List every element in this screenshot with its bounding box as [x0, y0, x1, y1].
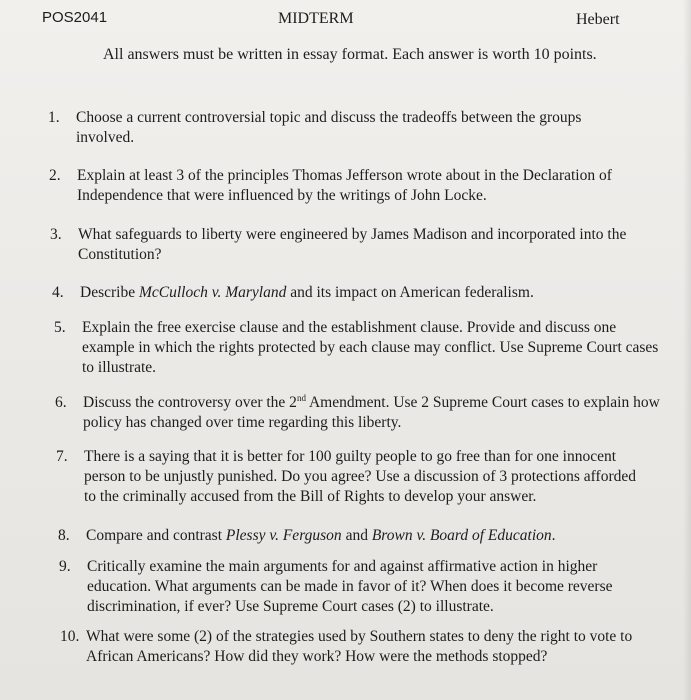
question-3: [50, 225, 670, 265]
question-text-start: Compare and contrast: [86, 527, 226, 544]
question-number: 3.: [50, 226, 62, 243]
question-text-start: Discuss the controversy over the 2: [83, 394, 297, 411]
question-text-end: .: [551, 527, 556, 544]
question-8: [58, 526, 658, 546]
question-6: [55, 393, 667, 433]
instructions: All answers must be written in essay format. Each answer is worth 10 points.: [103, 46, 597, 63]
question-text: Explain the free exercise clause and the establishment clause. Provide and discuss one example in which the rights protected by each clause may conflict. Use Supreme Court cases to illustrate.: [82, 319, 659, 376]
case-name-brown: Brown v. Board of Education: [371, 527, 552, 544]
question-2: [49, 166, 659, 206]
question-text: What were some (2) of the strategies used by Southern states to deny the right to vote to African Americans? How did they work? How were the methods stopped?: [86, 628, 633, 665]
question-text: There is a saying that it is better for 100 guilty people to go free than for one innocent person to be unjustly punished. Do you agree? Use a discussion of 3 protections afforded to the criminally accused from the Bill of Rights to develop your answer.: [84, 448, 636, 505]
instructor-name: Hebert: [576, 11, 620, 28]
question-number: 8.: [58, 527, 70, 544]
question-text-mid: and: [341, 527, 372, 544]
question-text: Critically examine the main arguments for and against affirmative action in higher education. What arguments can be made in favor of it? When does it become reverse discrimination, if ever? Use Supreme Court cases (2) to illustrate.: [87, 558, 613, 615]
question-number: 5.: [54, 319, 66, 336]
question-text: [86, 526, 658, 546]
question-text-end: and its impact on American federalism.: [286, 284, 534, 301]
question-1: [48, 108, 628, 148]
question-number: 7.: [56, 448, 68, 465]
question-text: [80, 283, 652, 303]
question-text: [83, 393, 667, 433]
question-10: [60, 627, 660, 667]
question-9: [59, 557, 644, 617]
question-text-start: Describe: [80, 284, 139, 301]
question-number: 10.: [60, 628, 80, 645]
case-name-mcculloch: McCulloch v. Maryland: [138, 284, 287, 301]
question-5: [54, 318, 664, 378]
question-text: Choose a current controversial topic and discuss the tradeoffs between the groups involved.: [76, 109, 582, 146]
question-text: Explain at least 3 of the principles Thomas Jefferson wrote about in the Declaration of Independence that were influenced by the writings of John Locke.: [77, 167, 612, 204]
exam-title: MIDTERM: [278, 10, 354, 27]
question-number: 2.: [49, 167, 61, 184]
paper-edge-shadow: [683, 0, 691, 700]
question-number: 6.: [55, 394, 67, 411]
question-7: [56, 447, 651, 507]
case-name-plessy: Plessy v. Ferguson: [225, 527, 342, 544]
exam-header: [0, 9, 691, 33]
course-code: POS2041: [42, 9, 108, 26]
superscript-nd: nd: [296, 392, 306, 403]
question-text: What safeguards to liberty were engineered by James Madison and incorporated into the Constitution?: [78, 226, 627, 263]
question-4: [52, 283, 652, 303]
question-number: 9.: [59, 558, 71, 575]
question-text-end: Amendment. Use 2 Supreme Court cases to explain how policy has changed over time regarding this liberty.: [83, 394, 660, 431]
question-number: 1.: [48, 109, 60, 126]
question-number: 4.: [52, 284, 64, 301]
